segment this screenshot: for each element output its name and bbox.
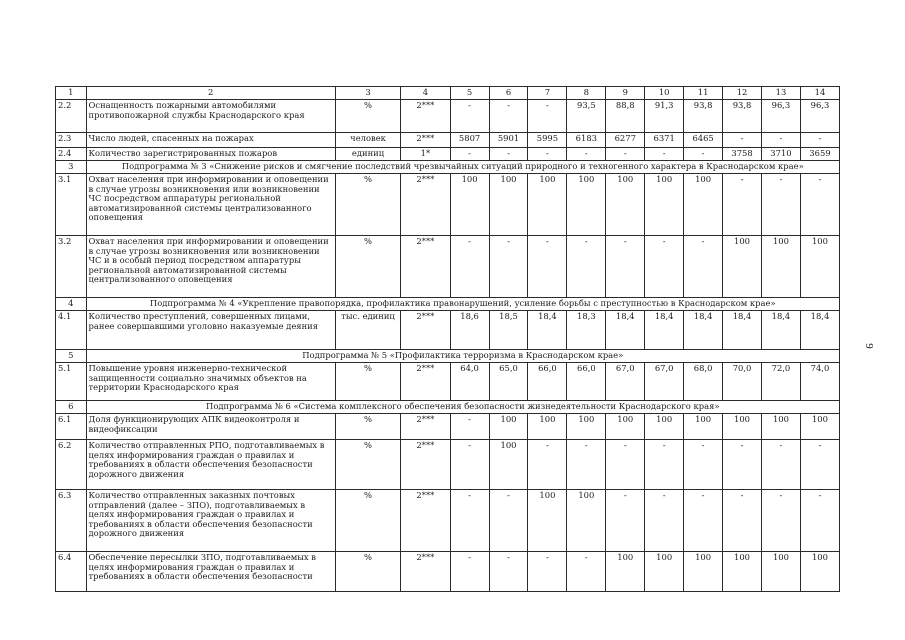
value-cell: 66,0: [567, 363, 606, 401]
value-cell: -: [489, 552, 528, 592]
value-cell: 96,3: [761, 100, 800, 133]
row-number: 2.3: [56, 133, 87, 148]
value-cell: 18,5: [489, 311, 528, 350]
document-page: [55, 86, 840, 592]
value-cell: 18,6: [450, 311, 489, 350]
value-cell: 100: [761, 414, 800, 440]
row-number: 6.4: [56, 552, 87, 592]
column-header: 5: [450, 87, 489, 100]
indicator-name: Количество зарегистрированных пожаров: [86, 148, 335, 161]
indicator-name: Число людей, спасенных на пожарах: [86, 133, 335, 148]
value-cell: 6277: [606, 133, 645, 148]
row-number: 2.4: [56, 148, 87, 161]
table-row: [56, 311, 840, 350]
indicators-table: [55, 86, 840, 592]
value-cell: 100: [761, 236, 800, 298]
section-row: [56, 350, 840, 363]
value-cell: 18,4: [761, 311, 800, 350]
unit-cell: %: [335, 236, 400, 298]
value-cell: 100: [684, 414, 723, 440]
value-cell: -: [528, 148, 567, 161]
value-cell: -: [800, 133, 839, 148]
column-header: 2: [86, 87, 335, 100]
value-cell: 100: [528, 490, 567, 552]
value-cell: -: [761, 490, 800, 552]
value-cell: 100: [800, 414, 839, 440]
value-cell: -: [645, 148, 684, 161]
value-cell: 72,0: [761, 363, 800, 401]
value-cell: 18,4: [528, 311, 567, 350]
column-header: 12: [723, 87, 762, 100]
value-cell: -: [645, 490, 684, 552]
value-cell: 67,0: [606, 363, 645, 401]
value-cell: 100: [567, 174, 606, 236]
value-cell: 74,0: [800, 363, 839, 401]
value-cell: 100: [723, 552, 762, 592]
indicator-name: Количество преступлений, совершенных лицами, ранее совершавшими уголовно наказуемые деяния: [86, 311, 335, 350]
section-title: Подпрограмма № 3 «Снижение рисков и смягчение последствий чрезвычайных ситуаций природного и техногенного характера в Краснодарском крае»: [86, 161, 839, 174]
section-title: Подпрограмма № 5 «Профилактика терроризма в Краснодарском крае»: [86, 350, 839, 363]
value-cell: 100: [567, 490, 606, 552]
column-header: 14: [800, 87, 839, 100]
unit-cell: %: [335, 100, 400, 133]
value-cell: -: [450, 148, 489, 161]
status-cell: 2***: [401, 100, 450, 133]
row-number: 3.2: [56, 236, 87, 298]
value-cell: 66,0: [528, 363, 567, 401]
unit-cell: %: [335, 414, 400, 440]
value-cell: 68,0: [684, 363, 723, 401]
value-cell: -: [684, 236, 723, 298]
status-cell: 2***: [401, 490, 450, 552]
value-cell: -: [645, 440, 684, 490]
value-cell: 100: [723, 236, 762, 298]
value-cell: -: [450, 552, 489, 592]
table-row: [56, 363, 840, 401]
value-cell: -: [567, 552, 606, 592]
value-cell: 65,0: [489, 363, 528, 401]
value-cell: 18,4: [606, 311, 645, 350]
indicator-name: Доля функционирующих АПК видеоконтроля и видеофиксации: [86, 414, 335, 440]
value-cell: -: [528, 236, 567, 298]
value-cell: 3710: [761, 148, 800, 161]
table-row: [56, 133, 840, 148]
section-row: [56, 161, 840, 174]
value-cell: 70,0: [723, 363, 762, 401]
value-cell: 6465: [684, 133, 723, 148]
value-cell: 100: [528, 174, 567, 236]
value-cell: -: [489, 490, 528, 552]
indicator-name: Повышение уровня инженерно-технической защищенности социально значимых объектов на территории Краснодарского края: [86, 363, 335, 401]
value-cell: 100: [684, 552, 723, 592]
value-cell: -: [684, 490, 723, 552]
column-header: 6: [489, 87, 528, 100]
value-cell: 18,4: [684, 311, 723, 350]
value-cell: -: [684, 148, 723, 161]
indicator-name: Охват населения при информировании и оповещении в случае угрозы возникновения или возникновении ЧС и в особый период посредством аппаратуры региональной автоматизированной системы централизованного оповещения: [86, 236, 335, 298]
table-row: [56, 490, 840, 552]
value-cell: -: [606, 236, 645, 298]
section-number: 6: [56, 401, 87, 414]
row-number: 2.2: [56, 100, 87, 133]
value-cell: 18,4: [800, 311, 839, 350]
value-cell: 100: [723, 414, 762, 440]
value-cell: -: [528, 440, 567, 490]
value-cell: 93,5: [567, 100, 606, 133]
value-cell: 100: [606, 414, 645, 440]
unit-cell: единиц: [335, 148, 400, 161]
header-row: [56, 87, 840, 100]
value-cell: 64,0: [450, 363, 489, 401]
value-cell: -: [450, 490, 489, 552]
value-cell: 100: [489, 414, 528, 440]
value-cell: -: [723, 174, 762, 236]
value-cell: -: [489, 148, 528, 161]
value-cell: 100: [645, 414, 684, 440]
value-cell: 91,3: [645, 100, 684, 133]
value-cell: 18,4: [723, 311, 762, 350]
indicator-name: Обеспечение пересылки ЗПО, подготавливаемых в целях информирования граждан о правилах и требованиях в области обеспечения безопасности: [86, 552, 335, 592]
table-row: [56, 552, 840, 592]
value-cell: 18,3: [567, 311, 606, 350]
value-cell: 18,4: [645, 311, 684, 350]
page-number: 9: [862, 343, 875, 349]
table-row: [56, 100, 840, 133]
indicator-name: Количество отправленных заказных почтовых отправлений (далее – ЗПО), подготавливаемых в целях информирования граждан о правилах и требованиях в области обеспечения безопасности дорожного движения: [86, 490, 335, 552]
column-header: 1: [56, 87, 87, 100]
table-row: [56, 440, 840, 490]
row-number: 6.3: [56, 490, 87, 552]
column-header: 9: [606, 87, 645, 100]
section-row: [56, 401, 840, 414]
value-cell: 100: [489, 174, 528, 236]
value-cell: -: [723, 133, 762, 148]
status-cell: 2***: [401, 174, 450, 236]
value-cell: 5807: [450, 133, 489, 148]
value-cell: -: [450, 236, 489, 298]
column-header: 10: [645, 87, 684, 100]
value-cell: -: [800, 490, 839, 552]
unit-cell: человек: [335, 133, 400, 148]
unit-cell: тыс. единиц: [335, 311, 400, 350]
column-header: 7: [528, 87, 567, 100]
value-cell: -: [450, 440, 489, 490]
value-cell: 67,0: [645, 363, 684, 401]
value-cell: -: [606, 440, 645, 490]
value-cell: -: [528, 100, 567, 133]
indicator-name: Количество отправленных РПО, подготавливаемых в целях информирования граждан о правилах и требованиях в области обеспечения безопасности дорожного движения: [86, 440, 335, 490]
value-cell: 100: [645, 174, 684, 236]
value-cell: 100: [528, 414, 567, 440]
table-row: [56, 174, 840, 236]
value-cell: -: [684, 440, 723, 490]
status-cell: 2***: [401, 414, 450, 440]
value-cell: 100: [684, 174, 723, 236]
value-cell: 93,8: [684, 100, 723, 133]
status-cell: 2***: [401, 236, 450, 298]
column-header: 3: [335, 87, 400, 100]
value-cell: 3758: [723, 148, 762, 161]
value-cell: -: [800, 174, 839, 236]
value-cell: 100: [567, 414, 606, 440]
value-cell: -: [528, 552, 567, 592]
unit-cell: %: [335, 440, 400, 490]
unit-cell: %: [335, 363, 400, 401]
value-cell: 100: [606, 174, 645, 236]
value-cell: -: [761, 440, 800, 490]
value-cell: 5901: [489, 133, 528, 148]
row-number: 6.1: [56, 414, 87, 440]
value-cell: -: [450, 414, 489, 440]
section-number: 3: [56, 161, 87, 174]
value-cell: -: [567, 148, 606, 161]
value-cell: 100: [489, 440, 528, 490]
indicator-name: Охват населения при информировании и оповещении в случае угрозы возникновения или возникновении ЧС посредством аппаратуры региональной автоматизированной системы централизованного оповещения: [86, 174, 335, 236]
row-number: 6.2: [56, 440, 87, 490]
value-cell: 3659: [800, 148, 839, 161]
value-cell: -: [606, 490, 645, 552]
section-row: [56, 298, 840, 311]
status-cell: 2***: [401, 311, 450, 350]
value-cell: 100: [800, 236, 839, 298]
table-row: [56, 236, 840, 298]
row-number: 5.1: [56, 363, 87, 401]
status-cell: 2***: [401, 552, 450, 592]
section-number: 5: [56, 350, 87, 363]
unit-cell: %: [335, 552, 400, 592]
column-header: 13: [761, 87, 800, 100]
value-cell: -: [761, 174, 800, 236]
value-cell: 6371: [645, 133, 684, 148]
indicator-name: Оснащенность пожарными автомобилями противопожарной службы Краснодарского края: [86, 100, 335, 133]
value-cell: 100: [800, 552, 839, 592]
row-number: 3.1: [56, 174, 87, 236]
column-header: 11: [684, 87, 723, 100]
status-cell: 2***: [401, 133, 450, 148]
table-row: [56, 148, 840, 161]
value-cell: -: [567, 236, 606, 298]
table-row: [56, 414, 840, 440]
value-cell: -: [800, 440, 839, 490]
value-cell: 100: [450, 174, 489, 236]
value-cell: 88,8: [606, 100, 645, 133]
value-cell: -: [761, 133, 800, 148]
column-header: 4: [401, 87, 450, 100]
value-cell: -: [723, 490, 762, 552]
value-cell: 100: [645, 552, 684, 592]
status-cell: 2***: [401, 363, 450, 401]
value-cell: -: [723, 440, 762, 490]
section-number: 4: [56, 298, 87, 311]
value-cell: 100: [606, 552, 645, 592]
status-cell: 1*: [401, 148, 450, 161]
value-cell: -: [489, 236, 528, 298]
value-cell: 6183: [567, 133, 606, 148]
value-cell: 93,8: [723, 100, 762, 133]
value-cell: 5995: [528, 133, 567, 148]
column-header: 8: [567, 87, 606, 100]
value-cell: 96,3: [800, 100, 839, 133]
value-cell: 100: [761, 552, 800, 592]
section-title: Подпрограмма № 4 «Укрепление правопорядка, профилактика правонарушений, усиление борьбы с преступностью в Краснодарском крае»: [86, 298, 839, 311]
row-number: 4.1: [56, 311, 87, 350]
unit-cell: %: [335, 174, 400, 236]
value-cell: -: [489, 100, 528, 133]
value-cell: -: [606, 148, 645, 161]
section-title: Подпрограмма № 6 «Система комплексного обеспечения безопасности жизнедеятельности Краснодарского края»: [86, 401, 839, 414]
unit-cell: %: [335, 490, 400, 552]
value-cell: -: [450, 100, 489, 133]
status-cell: 2***: [401, 440, 450, 490]
value-cell: -: [645, 236, 684, 298]
value-cell: -: [567, 440, 606, 490]
